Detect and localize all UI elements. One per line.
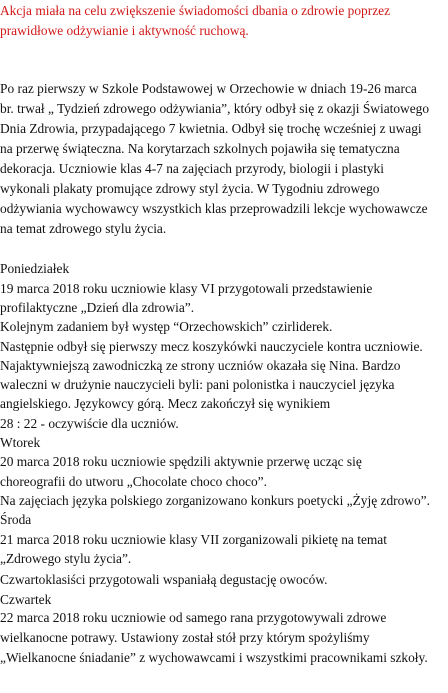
wednesday-heading: Środa — [0, 512, 32, 527]
thursday-line-2: wielkanocne potrawy. Ustawiony został stół przy którym spożyliśmy — [0, 630, 370, 645]
tuesday-line-3: Na zajęciach języka polskiego zorganizowano konkurs poetycki „Żyję zdrowo”. — [0, 493, 430, 508]
wednesday-line-1: 21 marca 2018 roku uczniowie klasy VII zorganizowali pikietę na temat — [0, 532, 387, 547]
monday-line-8: 28 : 22 - oczywiście dla uczniów. — [0, 416, 179, 431]
monday-line-3: Kolejnym zadaniem był występ “Orzechowskich” czirliderek. — [0, 319, 333, 334]
paragraph-line-8: na temat zdrowego stylu życia. — [0, 221, 167, 236]
thursday-heading: Czwartek — [0, 592, 52, 607]
thursday-line-1: 22 marca 2018 roku uczniowie od samego rana przygotowywali zdrowe — [0, 610, 387, 625]
paragraph-line-6: wykonali plakaty promujące zdrowy styl życia. W Tygodniu zdrowego — [0, 181, 380, 196]
paragraph-line-1: Po raz pierwszy w Szkole Podstawowej w Orzechowie w dniach 19-26 marca — [0, 81, 417, 96]
monday-line-5: Najaktywniejszą zawodniczką ze strony uczniów okazała się Nina. Bardzo — [0, 358, 401, 373]
monday-heading: Poniedziałek — [0, 261, 70, 276]
tuesday-line-2: choreografii do utworu „Chocolate choco choco”. — [0, 474, 267, 489]
intro-line-1: Akcja miała na celu zwiększenie świadomości dbania o zdrowie poprzez — [0, 3, 391, 18]
tuesday-line-1: 20 marca 2018 roku uczniowie spędzili aktywnie przerwę ucząc się — [0, 454, 362, 469]
paragraph-line-3: Dnia Zdrowia, przypadającego 7 kwietnia. Odbył się trochę wcześniej z uwagi — [0, 121, 422, 136]
wednesday-line-2: „Zdrowego stylu życia”. — [0, 551, 132, 566]
paragraph-line-7: odżywiania wychowawcy wszystkich klas przeprowadzili lekcje wychowawcze — [0, 201, 428, 216]
thursday-line-3: „Wielkanocne śniadanie” z wychowawcami i wszystkimi pracownikami szkoły. — [0, 650, 428, 665]
paragraph-line-2: br. trwał „ Tydzień zdrowego odżywiania”, który odbył się z okazji Światowego — [0, 101, 430, 116]
intro-line-2: prawidłowe odżywianie i aktywność ruchową. — [0, 23, 249, 38]
monday-line-1: 19 marca 2018 roku uczniowie klasy VI przygotowali przedstawienie — [0, 281, 373, 296]
paragraph-line-4: na przerwę świąteczna. Na korytarzach szkolnych pojawiła się tematyczna — [0, 141, 400, 156]
monday-line-7: angielskiego. Językowcy górą. Mecz zakończył się wynikiem — [0, 396, 331, 411]
tuesday-heading: Wtorek — [0, 435, 41, 450]
wednesday-line-3: Czwartoklasiści przygotowali wspaniałą degustację owoców. — [0, 572, 328, 587]
paragraph-line-5: dekoracja. Uczniowie klas 4-7 na zajęciach przyrody, biologii i plastyki — [0, 161, 384, 176]
monday-line-2: profilaktyczne „Dzień dla zdrowia”. — [0, 300, 195, 315]
monday-line-4: Następnie odbył się pierwszy mecz koszykówki nauczyciele kontra uczniowie. — [0, 339, 423, 354]
monday-line-6: waleczni w drużynie nauczycieli byli: pani polonistka i nauczyciel języka — [0, 377, 395, 392]
